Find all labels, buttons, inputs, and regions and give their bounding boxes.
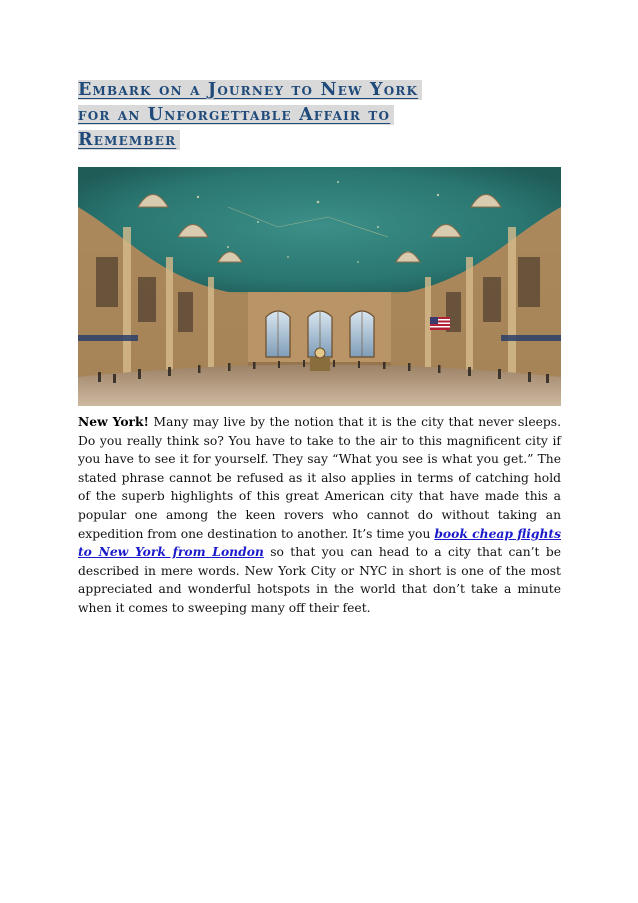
cheap-flights-link[interactable]: book cheap flights to New York from London: [78, 525, 562, 560]
title-line-3: Remember: [78, 130, 180, 150]
title-line-1: Embark on a Journey to New York: [78, 80, 422, 100]
grand-central-photo: [78, 167, 561, 406]
intro-paragraph: [78, 413, 561, 618]
page-title: [78, 78, 548, 153]
lead-text: New York!: [78, 414, 149, 429]
title-line-2: for an Unforgettable Affair to: [78, 105, 394, 125]
paragraph-text-1: Many may live by the notion that it is the city that never sleeps. Do you really think so? You have to take to the air to this magnificent city if you have to see it for yourself. They say “What you see is what you get.” The stated phrase cannot be refused as it also applies in terms of catching hold of the superb highlights of this great American city that have made this a popular one among the keen rovers who cannot do without taking an expedition from one destination to another. It’s time you: [78, 415, 561, 541]
paragraph-text-2: so that you can head to a city that can’t be described in mere words. New York City or NYC in short is one of the most appreciated and wonderful hotspots in the world that don’t take a minute when it comes to sweeping many off their feet.: [78, 545, 562, 615]
